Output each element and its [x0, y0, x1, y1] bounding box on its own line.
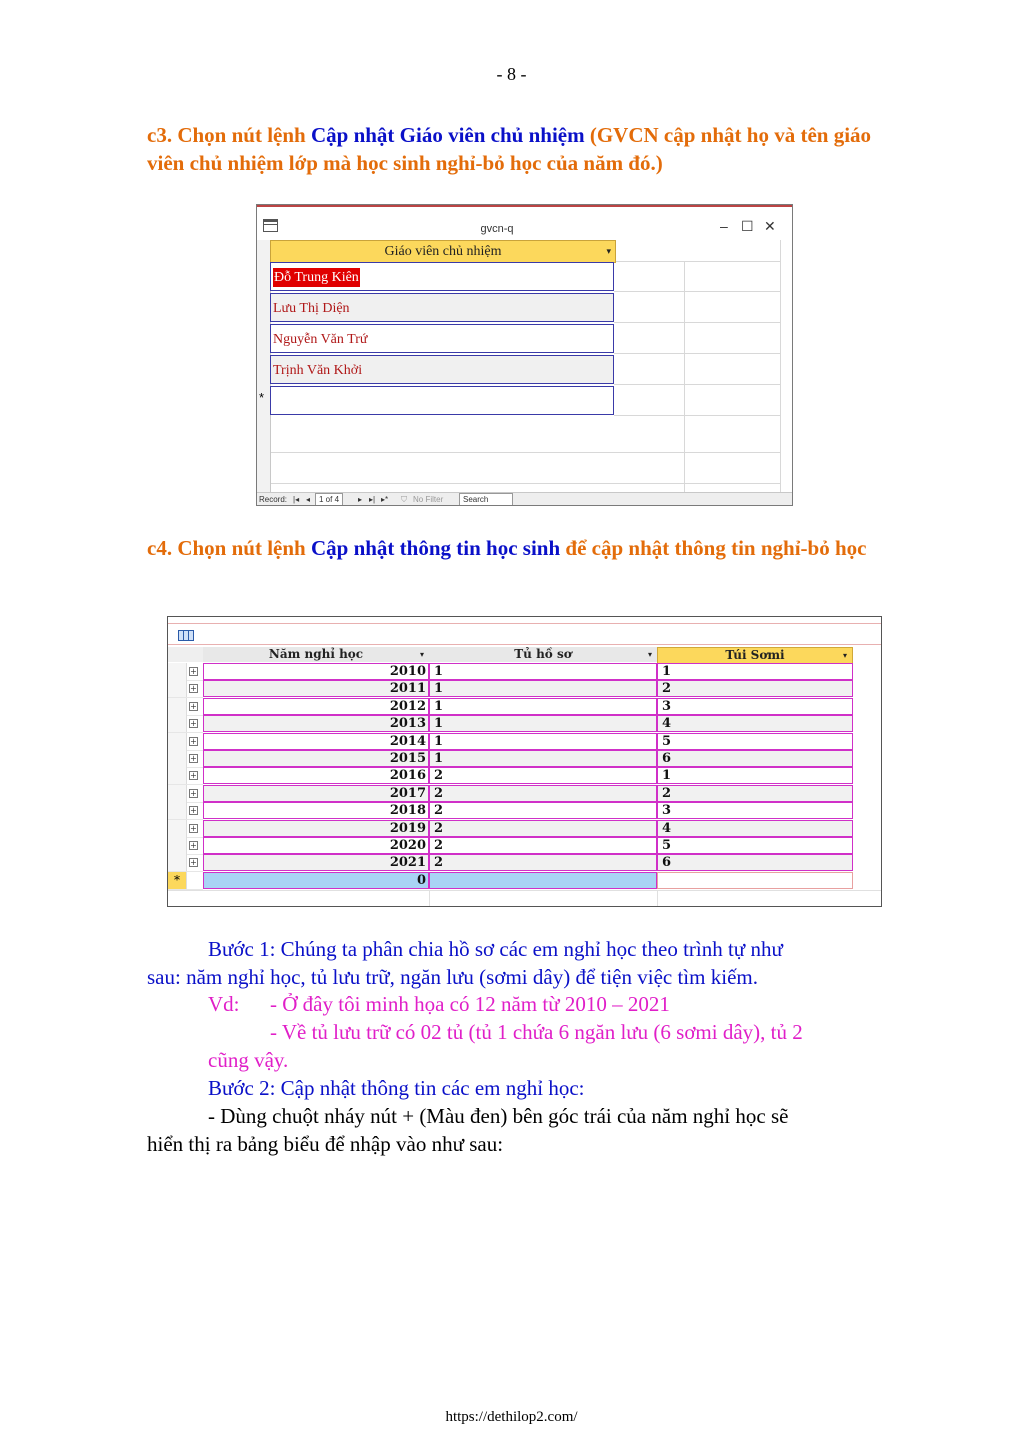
student-datasheet-window	[167, 616, 882, 907]
gvcn-new-row[interactable]	[270, 386, 614, 415]
record-navigation-bar	[257, 492, 792, 506]
table-row[interactable]	[168, 663, 881, 680]
table-row[interactable]	[168, 767, 881, 784]
footer-url[interactable]: https://dethilop2.com/	[445, 1409, 578, 1425]
selector-header	[168, 647, 204, 662]
cell-tui-somi[interactable]: 5	[657, 733, 853, 750]
example-label: Vd:	[208, 992, 240, 1016]
window-divider	[168, 644, 881, 645]
example-line-3: cũng vậy.	[208, 1048, 289, 1072]
table-row[interactable]	[168, 802, 881, 819]
window-top-border	[257, 205, 792, 207]
gvcn-row[interactable]	[270, 262, 614, 291]
filter-icon[interactable]: ⛉	[401, 495, 407, 504]
record-selector[interactable]	[168, 767, 187, 785]
window-divider	[168, 623, 881, 624]
cell-tu-ho-so[interactable]: 1	[429, 733, 657, 750]
column-header-nam-nghi-hoc[interactable]	[203, 647, 430, 662]
cell-tui-somi[interactable]: 5	[657, 837, 853, 854]
column-header-label: Giáo viên chủ nhiệm	[384, 244, 502, 259]
cell-tui-somi[interactable]: 1	[657, 663, 853, 680]
cell-tui-somi[interactable]: 2	[657, 680, 853, 697]
header-label: Túi Sơmi	[725, 648, 785, 662]
cell-nam-nghi-hoc[interactable]: 2019	[203, 820, 429, 837]
cell-nam-nghi-hoc[interactable]: 2014	[203, 733, 429, 750]
table-row[interactable]	[168, 820, 881, 837]
step1-text-cont: sau: năm nghỉ học, tủ lưu trữ, ngăn lưu (sơmi dây) để tiện việc tìm kiếm.	[147, 965, 758, 989]
expand-icon[interactable]: +	[190, 858, 197, 868]
grid-line	[614, 384, 780, 385]
cell-tui-somi[interactable]: 4	[657, 820, 853, 837]
cell-nam-nghi-hoc[interactable]: 2012	[203, 698, 429, 715]
table-row[interactable]	[168, 715, 881, 732]
record-selector[interactable]	[168, 698, 187, 716]
gvcn-row[interactable]: Nguyễn Văn Trứ	[270, 324, 614, 353]
column-header-gvcn[interactable]	[270, 240, 616, 263]
expand-icon[interactable]: +	[190, 841, 197, 850]
gvcn-row[interactable]: Trịnh Văn Khởi	[270, 355, 614, 384]
expand-icon[interactable]: +	[190, 667, 197, 676]
grid-line	[270, 452, 780, 453]
cell-tui-somi[interactable]: 3	[657, 698, 853, 715]
cell-tu-ho-so[interactable]: 1	[429, 698, 657, 715]
cell-tu-ho-so[interactable]	[429, 872, 657, 889]
grid-line	[614, 322, 780, 323]
cell-nam-nghi-hoc[interactable]: 2010	[203, 663, 429, 680]
cell-nam-nghi-hoc[interactable]: 0	[203, 872, 429, 889]
sort-dropdown-icon[interactable]: ▾	[842, 651, 847, 660]
record-selector[interactable]	[168, 715, 187, 733]
expand-icon[interactable]: +	[190, 701, 197, 711]
step2-line-2: hiển thị ra bảng biểu để nhập vào như sau:	[147, 1132, 504, 1156]
cell-nam-nghi-hoc[interactable]: 2018	[203, 802, 429, 819]
header-label: Năm nghỉ học	[268, 647, 364, 661]
minimize-button[interactable]: –	[720, 218, 728, 234]
expand-icon[interactable]: +	[190, 736, 197, 746]
cell-tui-somi[interactable]: 4	[657, 715, 853, 732]
record-selector[interactable]	[168, 663, 187, 681]
sort-dropdown-icon[interactable]: ▾	[606, 246, 611, 256]
close-button[interactable]: ✕	[764, 218, 776, 234]
heading-c4-rest: để cập nhật thông tin nghỉ-bỏ học	[560, 536, 867, 560]
heading-c3-rest: (GVCN cập nhật họ và tên giáo viên chủ nhiệm lớp mà học sinh nghỉ-bỏ học của năm đó.)	[147, 123, 872, 175]
record-selector[interactable]	[168, 680, 187, 698]
heading-c4-command: Cập nhật thông tin học sinh	[310, 536, 561, 560]
expand-icon[interactable]: +	[190, 719, 197, 729]
cell-nam-nghi-hoc[interactable]: 2015	[203, 750, 429, 767]
sort-dropdown-icon[interactable]: ▾	[419, 650, 424, 659]
window-title: gvcn-q	[480, 223, 514, 235]
cell-tu-ho-so[interactable]: 1	[429, 750, 657, 767]
sort-dropdown-icon[interactable]: ▾	[647, 650, 652, 659]
cell-tu-ho-so[interactable]: 2	[429, 837, 657, 854]
cell-tu-ho-so[interactable]: 2	[429, 820, 657, 837]
record-selector[interactable]	[168, 837, 187, 855]
gvcn-datasheet	[257, 240, 792, 493]
record-selector[interactable]	[168, 785, 187, 803]
heading-c4	[147, 534, 907, 562]
cell-tu-ho-so[interactable]: 1	[429, 663, 657, 680]
table-row[interactable]	[168, 733, 881, 750]
grid-line	[684, 261, 685, 493]
heading-c3-prefix: c3. Chọn nút lệnh	[147, 123, 311, 147]
table-row[interactable]	[168, 698, 881, 715]
expand-icon[interactable]: +	[190, 806, 197, 816]
cell-tu-ho-so[interactable]: 1	[429, 680, 657, 697]
record-position-field[interactable]: 1 of 4	[315, 493, 343, 506]
record-selector-column	[257, 240, 271, 493]
record-selector[interactable]	[168, 802, 187, 820]
table-icon	[178, 630, 194, 641]
cell-nam-nghi-hoc[interactable]: 2021	[203, 854, 429, 871]
cell-nam-nghi-hoc[interactable]: 2017	[203, 785, 429, 802]
example-line-1: - Ở đây tôi minh họa có 12 năm từ 2010 – 2021	[270, 992, 670, 1016]
step1-text: Bước 1: Chúng ta phân chia hồ sơ các em nghỉ học theo trình tự như	[208, 937, 783, 961]
expand-column	[186, 872, 203, 890]
expand-icon[interactable]: +	[190, 684, 197, 694]
step2-line-1: - Dùng chuột nháy nút + (Màu đen) bên góc trái của năm nghỉ học sẽ	[208, 1104, 789, 1128]
record-selector[interactable]	[168, 820, 187, 838]
no-filter-label[interactable]: No Filter	[413, 495, 444, 504]
table-row[interactable]	[168, 680, 881, 697]
cell-tui-somi[interactable]: 6	[657, 750, 853, 767]
cell-tui-somi[interactable]: 2	[657, 785, 853, 802]
column-header-tu-ho-so[interactable]	[429, 647, 658, 662]
grid-line	[429, 890, 430, 906]
expand-icon[interactable]: +	[190, 771, 197, 781]
grid-line	[614, 415, 780, 416]
gvcn-row[interactable]: Lưu Thị Diện	[270, 293, 614, 322]
table-row[interactable]	[168, 837, 881, 854]
grid-line	[780, 240, 781, 493]
cell-tu-ho-so[interactable]: 2	[429, 802, 657, 819]
column-header-tui-somi[interactable]	[657, 647, 853, 664]
search-input[interactable]: Search	[459, 493, 513, 506]
cell-tui-somi[interactable]: 3	[657, 802, 853, 819]
gvcn-form-window	[256, 204, 793, 506]
cell-tu-ho-so[interactable]: 2	[429, 854, 657, 871]
new-record-button[interactable]: ▸*	[381, 495, 389, 504]
table-row[interactable]	[168, 854, 881, 871]
cell-tu-ho-so[interactable]: 1	[429, 715, 657, 732]
grid-line	[168, 890, 881, 891]
header-label: Tủ hồ sơ	[514, 647, 572, 661]
grid-line	[270, 483, 780, 484]
cell-tu-ho-so[interactable]: 2	[429, 767, 657, 784]
cell-nam-nghi-hoc[interactable]: 2016	[203, 767, 429, 784]
maximize-button[interactable]: ☐	[741, 218, 754, 234]
cell-nam-nghi-hoc[interactable]: 2013	[203, 715, 429, 732]
cell-tu-ho-so[interactable]: 2	[429, 785, 657, 802]
grid-line	[614, 261, 780, 262]
grid-line	[614, 353, 780, 354]
expand-icon[interactable]: +	[190, 754, 197, 763]
next-record-button[interactable]: ▸	[358, 495, 363, 504]
first-record-button[interactable]: |◂	[293, 495, 300, 504]
previous-record-button[interactable]: ◂	[306, 495, 311, 504]
new-record-marker: *	[168, 872, 187, 890]
grid-line	[657, 890, 658, 906]
table-row[interactable]	[168, 750, 881, 767]
gvcn-name-selected[interactable]: Đỗ Trung Kiên	[274, 270, 359, 285]
cell-tui-somi[interactable]: 1	[657, 767, 853, 784]
record-selector[interactable]	[168, 854, 187, 872]
new-record-row[interactable]	[168, 872, 881, 889]
grid-line	[614, 291, 780, 292]
example-line-2: - Về tủ lưu trữ có 02 tủ (tủ 1 chứa 6 ngăn lưu (6 sơmi dây), tủ 2	[270, 1020, 803, 1044]
cell-nam-nghi-hoc[interactable]: 2011	[203, 680, 429, 697]
heading-c4-prefix: c4. Chọn nút lệnh	[147, 536, 311, 560]
record-selector[interactable]	[168, 733, 187, 751]
cell-nam-nghi-hoc[interactable]: 2020	[203, 837, 429, 854]
record-selector[interactable]	[168, 750, 187, 768]
heading-c3-command: Cập nhật Giáo viên chủ nhiệm	[310, 123, 585, 147]
record-label: Record:	[259, 495, 288, 504]
new-record-marker: *	[259, 390, 265, 405]
table-row[interactable]	[168, 785, 881, 802]
page-number: - 8 -	[496, 64, 527, 84]
last-record-button[interactable]: ▸|	[369, 495, 376, 504]
step2-text: Bước 2: Cập nhật thông tin các em nghỉ học:	[208, 1076, 585, 1100]
cell-tui-somi[interactable]	[657, 872, 853, 889]
cell-tui-somi[interactable]: 6	[657, 854, 853, 871]
expand-icon[interactable]: +	[190, 823, 197, 833]
expand-icon[interactable]: +	[190, 788, 197, 798]
window-titlebar[interactable]	[257, 208, 792, 240]
heading-c3	[147, 121, 907, 177]
